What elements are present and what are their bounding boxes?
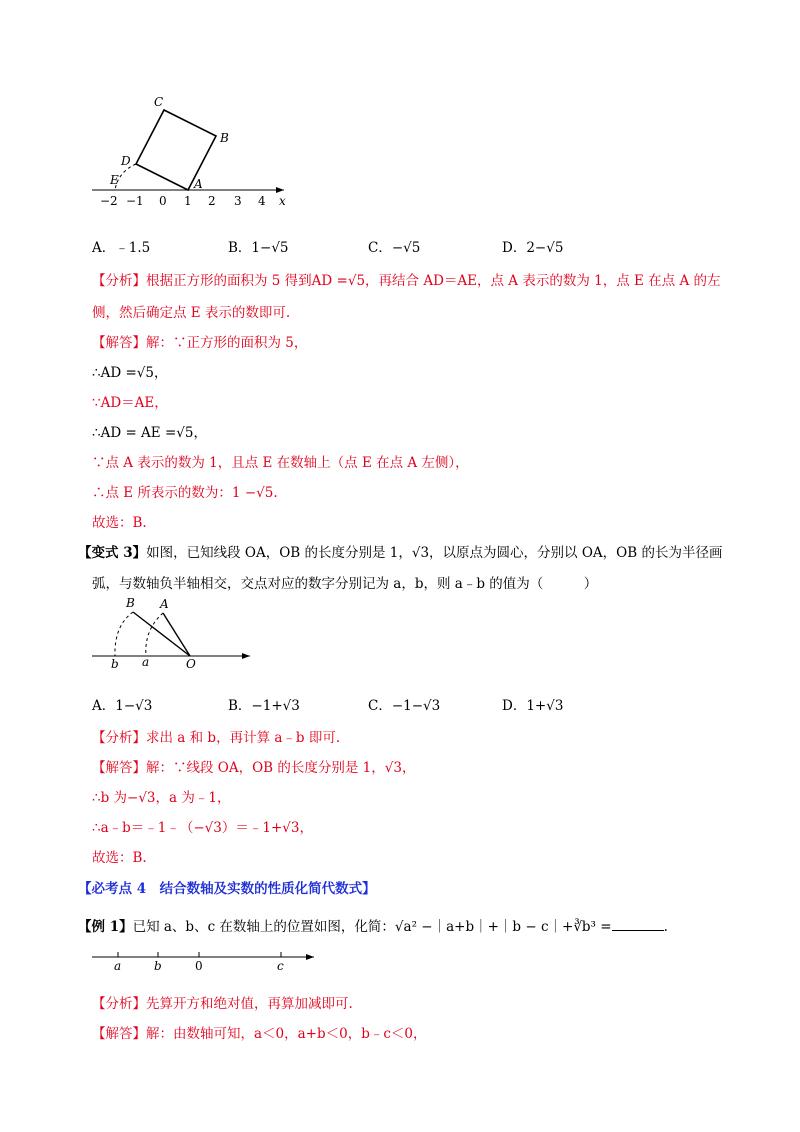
tick-label: 1 [184,194,192,208]
arcs-number-line-figure [88,596,258,676]
point-c-label: c [277,959,284,973]
solution-line: 故选：B. [92,515,147,531]
solution-text: 解：由数轴可知，a＜0，a+b＜0，b﹣c＜0， [146,1026,427,1042]
tick-label: −2 [100,194,118,208]
solution-tag: 【解答】 [92,335,146,351]
tick-label: 0 [159,194,167,208]
label-a: a [142,655,150,669]
solution-tag: 【解答】 [92,760,146,776]
option-a[interactable]: A．1−√3 [92,698,153,714]
origin-label: 0 [195,959,203,973]
tick-label: 2 [208,194,216,208]
solution-line: ∴b 为−√3，a 为﹣1， [92,790,231,806]
analysis-text: 根据正方形的面积为 5 得到AD =√5，再结合 AD＝AE，点 A 表示的数为 1，点 E 在点 A 的左 [146,273,721,289]
example-tail: . [663,919,668,935]
solution-line: 故选：B. [92,850,147,866]
solution-text: 解：∵正方形的面积为 5， [146,335,308,351]
solution-line: ∴AD = AE =√5， [92,425,207,441]
analysis-line [92,726,340,746]
tick-label: 4 [258,194,266,208]
analysis-line-2: 侧，然后确定点 E 表示的数即可. [92,305,291,321]
solution-line [92,331,307,351]
question-line-2: 弧，与数轴负半轴相交，交点对应的数字分别记为 a，b，则 a﹣b 的值为（ ） [92,576,598,592]
option-d[interactable]: D．2−√5 [502,240,564,256]
example-tag: 【例 1】 [78,919,133,935]
label-B: B [220,131,229,145]
label-A: A [194,177,203,191]
solution-line: ∵点 A 表示的数为 1，且点 E 在数轴上（点 E 在点 A 左侧）， [92,455,469,471]
option-b[interactable]: B．−1+√3 [228,698,300,714]
solution-line: ∵AD＝AE， [92,395,168,411]
solution-line: ∴a﹣b＝﹣1﹣（−√3）＝﹣1+√3， [92,820,313,836]
analysis-line [92,269,721,289]
analysis-tag: 【分析】 [92,730,146,746]
example-question: 已知 a、b、c 在数轴上的位置如图，化简：√a² −｜a+b｜+｜b − c｜+∛b³ = [132,919,612,935]
solution-line: ∴点 E 所表示的数为：1 −√5. [92,485,278,501]
label-E: E [110,173,119,187]
point-a-label: a [114,959,122,973]
solution-text: 解：∵线段 OA，OB 的长度分别是 1，√3， [146,760,416,776]
label-C: C [154,95,164,109]
label-D: D [121,154,131,168]
question-text [78,541,722,561]
tick-label: −1 [126,194,144,208]
option-c[interactable]: C．−1−√3 [368,698,441,714]
square-number-line-figure [88,92,298,212]
analysis-tag: 【分析】 [92,996,146,1012]
analysis-line [92,992,353,1012]
label-x: x [279,194,286,208]
option-b[interactable]: B．1−√5 [228,240,289,256]
analysis-text: 求出 a 和 b，再计算 a﹣b 即可. [146,730,341,746]
question-line-1: 如图，已知线段 OA，OB 的长度分别是 1，√3，以原点为圆心，分别以 OA，OB 的长为半径画 [146,545,723,561]
solution-line: ∴AD =√5， [92,365,168,381]
analysis-text: 先算开方和绝对值，再算加减即可. [146,996,353,1012]
solution-line [92,1022,427,1042]
abc-number-line-figure [88,948,320,976]
label-B: B [126,596,135,610]
section-heading: 【必考点 4 结合数轴及实数的性质化简代数式】 [78,881,376,897]
example-text [78,915,668,935]
solution-line [92,756,415,776]
analysis-tag: 【分析】 [92,273,146,289]
option-c[interactable]: C．−√5 [368,240,421,256]
point-b-label: b [154,959,162,973]
answer-blank[interactable] [612,918,664,931]
label-O: O [186,657,196,671]
label-b: b [111,657,119,671]
question-tag: 【变式 3】 [78,545,147,561]
tick-label: 3 [234,194,242,208]
option-a[interactable]: A．﹣1.5 [92,240,151,256]
label-A: A [160,597,169,611]
solution-tag: 【解答】 [92,1026,146,1042]
option-d[interactable]: D．1+√3 [502,698,564,714]
